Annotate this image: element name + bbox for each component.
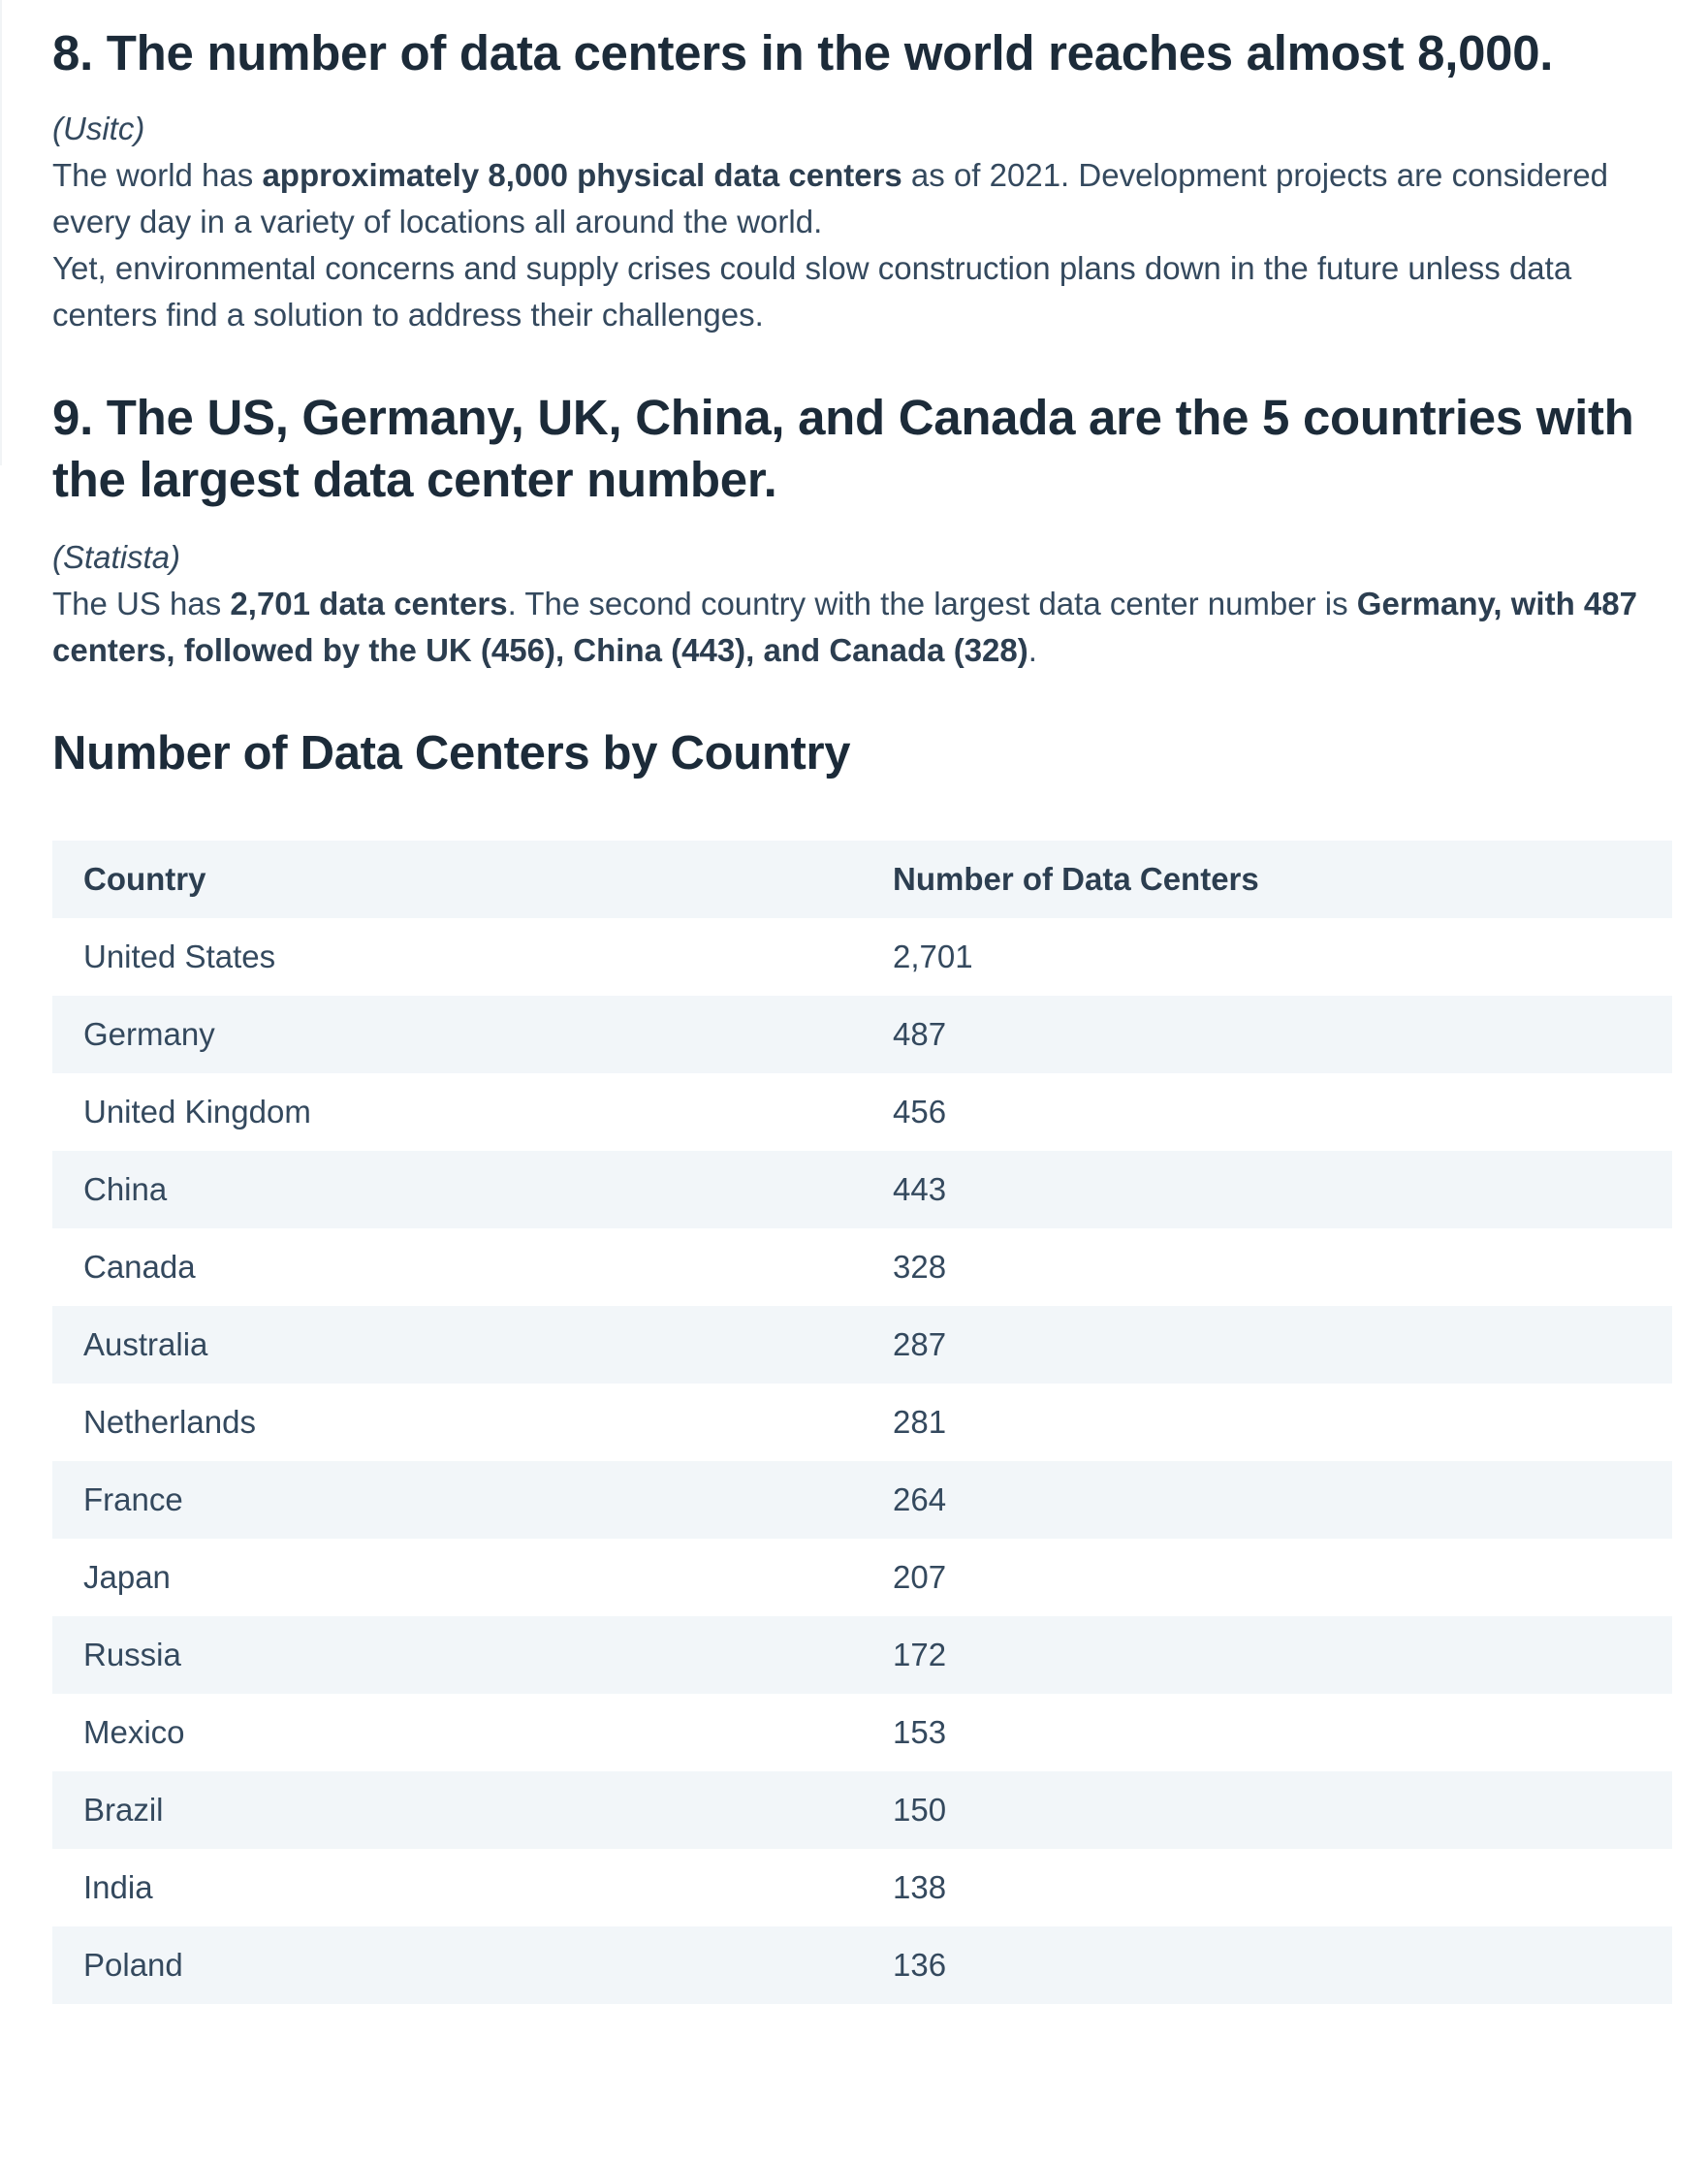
count-cell: 281 xyxy=(862,1384,1672,1461)
country-cell: China xyxy=(52,1151,862,1228)
count-cell: 172 xyxy=(862,1616,1672,1694)
table-header-row xyxy=(52,841,1672,918)
section-8-paragraph-1: The world has approximately 8,000 physical data centers as of 2021. Development projects are considered every day in a variety of locations all around the world. xyxy=(52,157,1609,239)
article-content xyxy=(52,0,1671,2004)
column-header-country: Country xyxy=(52,841,862,918)
country-cell: United Kingdom xyxy=(52,1073,862,1151)
count-cell: 153 xyxy=(862,1694,1672,1771)
count-cell: 328 xyxy=(862,1228,1672,1306)
count-cell: 207 xyxy=(862,1539,1672,1616)
table-row xyxy=(52,1849,1672,1926)
count-cell: 264 xyxy=(862,1461,1672,1539)
table-row xyxy=(52,1306,1672,1384)
highlight-text: 2,701 data centers xyxy=(230,586,508,621)
count-cell: 456 xyxy=(862,1073,1672,1151)
table-row xyxy=(52,1461,1672,1539)
country-cell: Brazil xyxy=(52,1771,862,1849)
table-body xyxy=(52,918,1672,2004)
table-row xyxy=(52,1694,1672,1771)
count-cell: 138 xyxy=(862,1849,1672,1926)
highlight-text: Germany, with 487 centers, followed by the UK (456), China (443), and Canada (328) xyxy=(52,586,1637,668)
table-title: Number of Data Centers by Country xyxy=(52,727,851,780)
table-row xyxy=(52,996,1672,1073)
section-9-paragraph: The US has 2,701 data centers. The second country with the largest data center number is Germany, with 487 centers, followed by the UK (456), China (443), and Canada (328). xyxy=(52,586,1637,668)
section-8-paragraph-2: Yet, environmental concerns and supply crises could slow construction plans down in the future unless data centers find a solution to address their challenges. xyxy=(52,250,1572,333)
country-cell: Mexico xyxy=(52,1694,862,1771)
data-centers-table xyxy=(52,841,1672,2004)
blockquote-rule xyxy=(0,0,2,465)
table-row xyxy=(52,1539,1672,1616)
table-row xyxy=(52,1616,1672,1694)
table-row xyxy=(52,1228,1672,1306)
country-cell: Japan xyxy=(52,1539,862,1616)
count-cell: 136 xyxy=(862,1926,1672,2004)
count-cell: 487 xyxy=(862,996,1672,1073)
count-cell: 443 xyxy=(862,1151,1672,1228)
section-9-source: (Statista) xyxy=(52,539,181,575)
section-9-heading: 9. The US, Germany, UK, China, and Canada are the 5 countries with the largest data center number. xyxy=(52,390,1634,507)
table-row xyxy=(52,918,1672,996)
table-row xyxy=(52,1771,1672,1849)
section-8-heading: 8. The number of data centers in the world reaches almost 8,000. xyxy=(52,25,1554,80)
highlight-text: approximately 8,000 physical data centers xyxy=(262,157,902,193)
count-cell: 287 xyxy=(862,1306,1672,1384)
count-cell: 2,701 xyxy=(862,918,1672,996)
count-cell: 150 xyxy=(862,1771,1672,1849)
country-cell: Russia xyxy=(52,1616,862,1694)
country-cell: France xyxy=(52,1461,862,1539)
country-cell: Australia xyxy=(52,1306,862,1384)
section-8-source: (Usitc) xyxy=(52,111,145,146)
table-row xyxy=(52,1384,1672,1461)
country-cell: United States xyxy=(52,918,862,996)
country-cell: Canada xyxy=(52,1228,862,1306)
table-row xyxy=(52,1926,1672,2004)
country-cell: Netherlands xyxy=(52,1384,862,1461)
column-header-count: Number of Data Centers xyxy=(862,841,1672,918)
country-cell: India xyxy=(52,1849,862,1926)
country-cell: Germany xyxy=(52,996,862,1073)
table-row xyxy=(52,1151,1672,1228)
table-row xyxy=(52,1073,1672,1151)
country-cell: Poland xyxy=(52,1926,862,2004)
